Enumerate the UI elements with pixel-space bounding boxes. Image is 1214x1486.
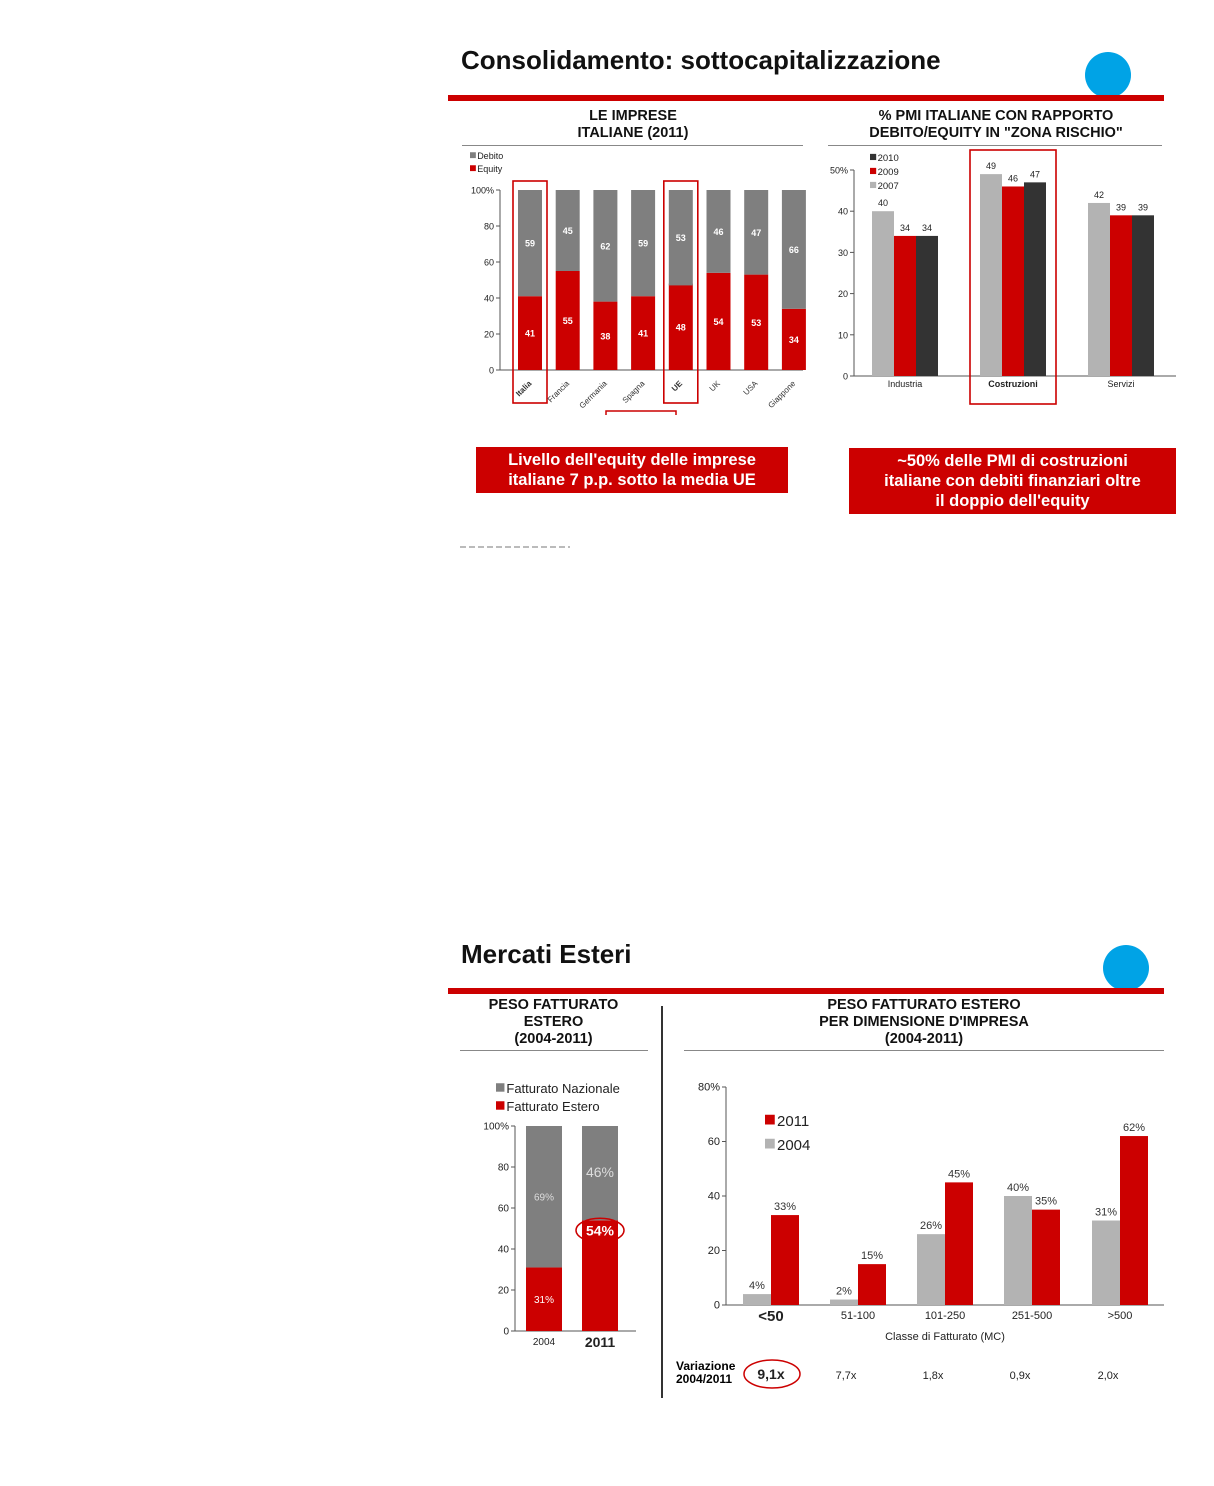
- variazione-value: 0,9x: [1009, 1370, 1031, 1382]
- chart-zona-rischio: [820, 145, 1180, 415]
- y-tick-label: 0: [713, 1299, 720, 1312]
- bar-2007: [980, 174, 1002, 376]
- y-tick-label: 30: [837, 247, 848, 258]
- title-divider: [448, 988, 1164, 994]
- legend-label: Debito: [477, 151, 504, 161]
- source-footnote: [460, 546, 570, 548]
- x-tick-label: Costruzioni: [988, 379, 1038, 389]
- data-label-equity: 54: [713, 316, 724, 327]
- data-label: 34: [899, 222, 911, 233]
- bar-2009: [1110, 215, 1132, 376]
- legend-swatch: [470, 165, 476, 171]
- bar-2010: [916, 236, 938, 376]
- variazione-value: 7,7x: [835, 1370, 857, 1382]
- x-tick-label: 51-100: [840, 1310, 876, 1322]
- data-label-debito: 53: [675, 233, 686, 244]
- bar-2007: [1088, 203, 1110, 376]
- data-label: 46: [1007, 173, 1019, 184]
- data-label-estero: 31%: [533, 1295, 555, 1307]
- x-tick-label: Italia: [514, 379, 534, 399]
- y-tick-label: 10: [837, 330, 848, 341]
- bar-2009: [894, 236, 916, 376]
- data-label-debito: 59: [524, 238, 536, 249]
- x-tick-label: 2011: [584, 1334, 616, 1350]
- legend-swatch: [870, 168, 876, 174]
- left-panel-title: LE IMPRESE ITALIANE (2011): [577, 108, 689, 141]
- bar-2004: [1004, 1196, 1032, 1305]
- legend-label: 2010: [877, 153, 899, 164]
- data-label: 26%: [919, 1220, 943, 1233]
- data-label-debito: 47: [751, 227, 762, 238]
- data-label-equity: 55: [562, 316, 573, 326]
- legend-swatch: [765, 1115, 775, 1125]
- x-tick-label: 2004: [532, 1337, 556, 1348]
- x-tick-label: >500: [1107, 1310, 1133, 1322]
- x-tick-label: Industria: [887, 379, 923, 389]
- data-label: 39: [1137, 202, 1149, 213]
- y-tick-label: 0: [488, 365, 494, 376]
- variazione-value: 1,8x: [922, 1370, 944, 1382]
- bar-2009: [1002, 186, 1024, 376]
- y-tick-label: 60: [707, 1136, 720, 1148]
- data-label: 62%: [1122, 1122, 1146, 1135]
- y-tick-label: 0: [842, 371, 848, 382]
- down-arrow-icon: [592, 411, 690, 415]
- data-label-debito: 45: [562, 226, 573, 236]
- data-label-debito: 66: [788, 244, 799, 255]
- y-tick-label: 0: [503, 1326, 509, 1338]
- bar-2011: [1032, 1210, 1060, 1305]
- legend-label: Fatturato Estero: [506, 1099, 600, 1114]
- x-tick-label: UK: [707, 379, 722, 394]
- slide-title: Consolidamento: sottocapitalizzazione: [461, 45, 941, 75]
- variazione-label: Variazione 2004/2011: [676, 1359, 736, 1386]
- data-label: 15%: [860, 1250, 884, 1263]
- y-tick-label: 60: [497, 1203, 509, 1215]
- data-label-equity: 41: [524, 328, 536, 339]
- x-tick-label: 251-500: [1011, 1310, 1053, 1322]
- x-tick-label: Giappone: [766, 379, 798, 410]
- title-divider: [448, 95, 1164, 101]
- bar-2011: [771, 1215, 799, 1305]
- legend-swatch: [496, 1083, 504, 1091]
- data-label: 4%: [749, 1280, 765, 1293]
- bar-2004: [917, 1234, 945, 1305]
- y-tick-label: 20: [707, 1245, 720, 1257]
- legend-label: 2009: [877, 167, 899, 178]
- chart-peso-dimensione: [670, 1075, 1170, 1395]
- bar-2011: [1120, 1136, 1148, 1305]
- x-tick-label: Servizi: [1107, 379, 1135, 389]
- right-panel-title: % PMI ITALIANE CON RAPPORTO DEBITO/EQUITY IN "ZONA RISCHIO": [869, 108, 1123, 141]
- data-label-nazionale: 69%: [533, 1192, 555, 1204]
- blue-dot-icon: [1103, 945, 1149, 991]
- chart-imprese: [458, 145, 818, 415]
- data-label: 40: [877, 198, 889, 209]
- chart-peso-estero: [466, 1075, 661, 1355]
- x-tick-label: 101-250: [924, 1310, 966, 1322]
- y-tick-label: 80: [497, 1162, 509, 1174]
- data-label-debito: 59: [638, 238, 649, 249]
- legend-label: 2011: [777, 1113, 810, 1130]
- x-axis-label: Classe di Fatturato (MC): [885, 1331, 1005, 1343]
- data-label-debito: 62: [600, 241, 611, 252]
- data-label-equity: 38: [600, 331, 611, 342]
- x-tick-label: USA: [741, 379, 760, 398]
- data-label-debito: 46: [713, 226, 724, 237]
- data-label: 40%: [1006, 1182, 1030, 1194]
- y-tick-label: 100%: [483, 1121, 509, 1133]
- legend-label: Equity: [477, 164, 503, 174]
- y-tick-label: 40: [497, 1244, 509, 1256]
- y-tick-label: 40: [707, 1190, 720, 1203]
- bar-2004: [830, 1300, 858, 1305]
- data-label-equity: 48: [675, 322, 686, 333]
- left-panel-title: PESO FATTURATO ESTERO (2004-2011): [488, 997, 619, 1047]
- slide-title: Mercati Esteri: [461, 939, 632, 969]
- data-label: 35%: [1034, 1195, 1058, 1208]
- data-label: 31%: [1094, 1206, 1118, 1219]
- y-tick-label: 40: [837, 206, 848, 217]
- legend-label: 2007: [877, 181, 899, 192]
- data-label-equity: 53: [751, 317, 762, 328]
- right-panel-title: PESO FATTURATO ESTERO PER DIMENSIONE D'IMPRESA (2004-2011): [819, 997, 1029, 1047]
- data-label: 33%: [773, 1201, 797, 1214]
- bar-2011: [858, 1264, 886, 1305]
- right-callout: ~50% delle PMI di costruzioni italiane con debiti finanziari oltre il doppio dell'equity: [849, 448, 1176, 514]
- legend-label: Fatturato Nazionale: [506, 1081, 620, 1096]
- legend-swatch: [870, 154, 876, 160]
- legend-swatch: [870, 182, 876, 188]
- y-tick-label: 20: [483, 329, 494, 340]
- data-label: 47: [1029, 169, 1041, 180]
- variazione-value: 9,1x: [757, 1366, 785, 1382]
- x-tick-label: Francia: [545, 379, 572, 405]
- x-tick-label: Germania: [577, 379, 609, 411]
- data-label: 45%: [947, 1168, 971, 1181]
- data-label: 42: [1093, 189, 1105, 200]
- data-label-equity: 34: [788, 334, 799, 345]
- left-callout: Livello dell'equity delle imprese italiane 7 p.p. sotto la media UE: [476, 447, 788, 493]
- legend-swatch: [765, 1139, 775, 1149]
- legend-swatch: [496, 1101, 504, 1109]
- x-tick-label: UE: [669, 379, 685, 394]
- panel-separator: [661, 1006, 663, 1398]
- y-tick-label: 50%: [829, 165, 848, 176]
- y-tick-label: 100%: [470, 185, 494, 196]
- y-tick-label: 40: [483, 293, 494, 304]
- data-label: 49: [985, 161, 997, 172]
- bar-2007: [872, 211, 894, 376]
- y-tick-label: 20: [837, 289, 848, 300]
- legend-label: 2004: [777, 1137, 811, 1154]
- right-panel-rule: [684, 1050, 1164, 1051]
- variazione-value: 2,0x: [1097, 1370, 1119, 1382]
- x-tick-label: Spagna: [620, 379, 647, 405]
- y-tick-label: 80%: [697, 1081, 720, 1094]
- y-tick-label: 60: [483, 257, 494, 268]
- y-tick-label: 20: [497, 1285, 509, 1297]
- data-label: 34: [921, 222, 933, 233]
- blue-dot-icon: [1085, 52, 1131, 98]
- data-label: 2%: [836, 1285, 852, 1298]
- y-tick-label: 80: [483, 221, 494, 232]
- bar-2010: [1132, 215, 1154, 376]
- legend-swatch: [470, 152, 476, 158]
- bar-2011: [945, 1182, 973, 1305]
- bar-2004: [1092, 1221, 1120, 1305]
- left-panel-rule: [460, 1050, 648, 1051]
- bar-2004: [743, 1294, 771, 1305]
- data-label: 39: [1115, 202, 1127, 213]
- data-label-estero: 54%: [585, 1222, 615, 1239]
- bar-2010: [1024, 182, 1046, 376]
- data-label-equity: 41: [638, 328, 649, 339]
- data-label-nazionale: 46%: [585, 1164, 615, 1181]
- x-tick-label: <50: [758, 1308, 784, 1325]
